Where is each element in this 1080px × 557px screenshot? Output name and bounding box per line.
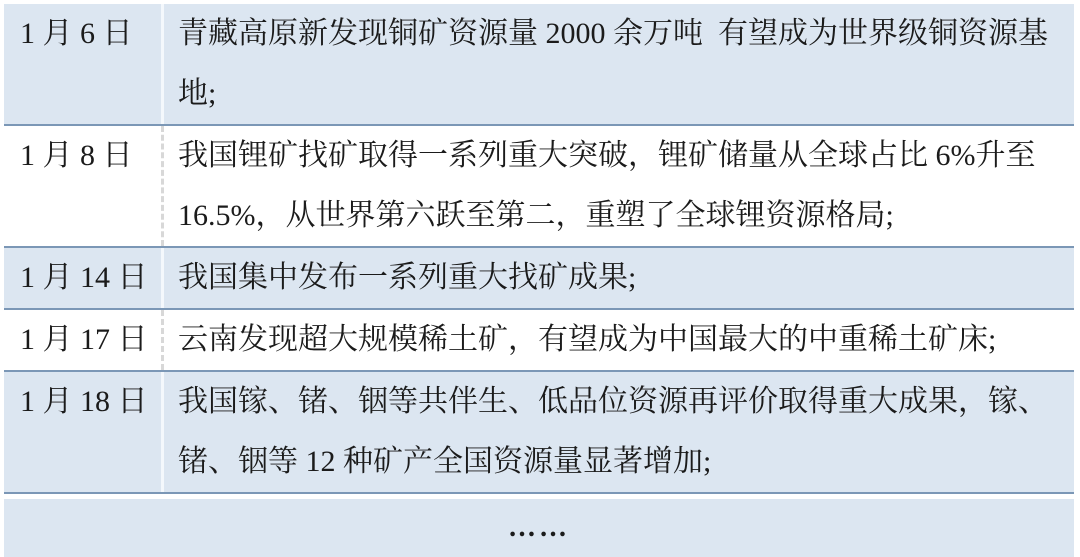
date-cell: 1 月 18 日 xyxy=(4,372,164,492)
table-row xyxy=(4,310,1074,372)
date-cell: 1 月 6 日 xyxy=(4,4,164,124)
date-cell: 1 月 17 日 xyxy=(4,310,164,370)
events-table xyxy=(4,4,1074,557)
table-row xyxy=(4,4,1074,126)
table-row xyxy=(4,126,1074,248)
ellipsis-text: …… xyxy=(508,512,570,543)
date-cell: 1 月 8 日 xyxy=(4,126,164,246)
event-cell: 我国锂矿找矿取得一系列重大突破，锂矿储量从全球占比 6%升至 16.5%，从世界第六跃至第二，重塑了全球锂资源格局; xyxy=(178,139,1043,232)
date-cell: 1 月 14 日 xyxy=(4,248,164,308)
event-cell: 青藏高原新发现铜矿资源量 2000 余万吨 有望成为世界级铜资源基地; xyxy=(178,17,1048,110)
event-cell: 我国镓、锗、铟等共伴生、低品位资源再评价取得重大成果，镓、锗、铟等 12 种矿产全国资源量显著增加; xyxy=(178,385,1048,478)
event-cell: 我国集中发布一系列重大找矿成果; xyxy=(178,261,637,294)
table-row xyxy=(4,372,1074,494)
event-cell: 云南发现超大规模稀土矿，有望成为中国最大的中重稀土矿床; xyxy=(178,323,997,356)
table-row xyxy=(4,248,1074,310)
ellipsis-row xyxy=(4,499,1074,557)
